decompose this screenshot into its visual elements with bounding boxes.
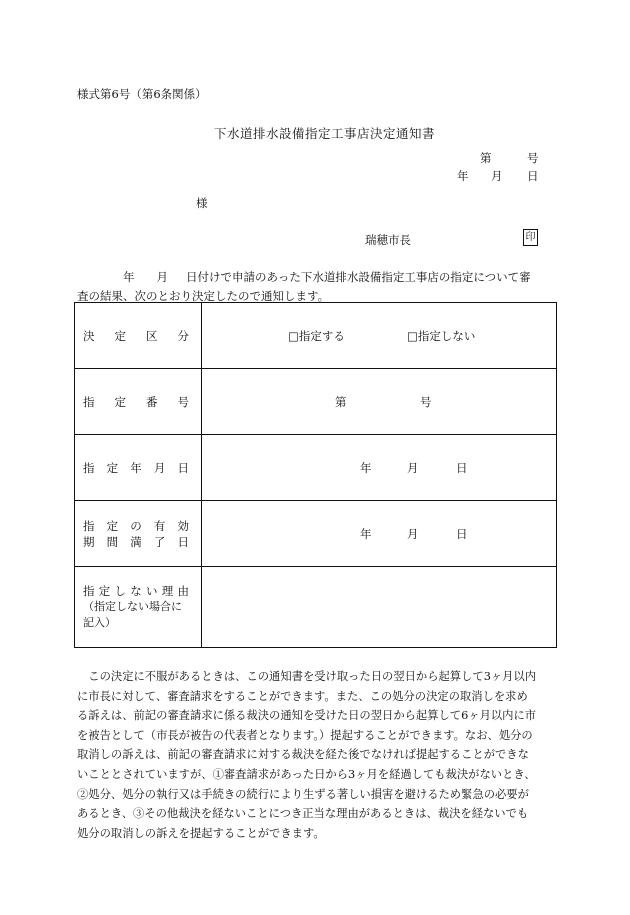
doc-number-prefix: 第 xyxy=(480,151,492,165)
validity-label-char: の xyxy=(130,518,142,533)
notice-line: 処分の取消しの訴えを提起することができます。 xyxy=(77,826,325,840)
issue-date-day: 日 xyxy=(527,169,539,183)
reason-label-line-3: 記入） xyxy=(83,616,116,629)
date-month: 月 xyxy=(407,460,419,475)
date-year: 年 xyxy=(360,460,372,475)
label-number xyxy=(75,369,202,435)
seal-box: 印 xyxy=(523,229,538,246)
number-label-char: 指 xyxy=(83,394,95,409)
label-decision xyxy=(75,303,202,369)
option-designate[interactable]: □指定する xyxy=(288,328,345,343)
validity-label-char: 日 xyxy=(177,534,189,549)
notice-line: ②処分、処分の執行又は手続きの続行により生ずる著しい損害を避けるため緊急の必要が xyxy=(77,787,529,801)
notice-line: 取消しの訴えは、前記の審査請求に対する裁決を経た後でなければ提起することができな xyxy=(77,748,529,762)
value-validity[interactable] xyxy=(202,501,557,567)
label-validity xyxy=(75,501,202,567)
value-decision xyxy=(202,303,557,369)
number-prefix: 第 xyxy=(335,394,347,409)
validity-label-char: 了 xyxy=(153,534,166,549)
number-label-char: 番 xyxy=(146,394,158,409)
reason-label-char: 定 xyxy=(98,584,111,598)
notice-line: を被告として（市長が被告の代表者となります。）提起することができます。なお、処分の xyxy=(77,728,533,742)
intro-month: 月 xyxy=(156,270,168,284)
decision-label-char: 分 xyxy=(177,328,189,343)
intro-paragraph xyxy=(77,268,557,306)
notice-line: いこととされていますが、①審査請求があった日から3ヶ月を経過しても裁決がないとき、 xyxy=(77,767,536,781)
validity-day: 日 xyxy=(456,526,468,541)
number-label-char: 号 xyxy=(177,394,189,409)
reason-label-line-2: （指定しない場合に xyxy=(83,600,182,613)
validity-label-char: 満 xyxy=(130,534,142,549)
validity-label-char: 有 xyxy=(153,518,166,533)
value-reason[interactable] xyxy=(202,567,557,648)
validity-month: 月 xyxy=(407,526,419,541)
validity-year: 年 xyxy=(360,526,372,541)
label-date xyxy=(75,435,202,501)
decision-label-char: 決 xyxy=(83,328,95,343)
validity-label-char: 間 xyxy=(106,534,119,549)
date-label-char: 年 xyxy=(130,460,142,475)
row-reason xyxy=(75,567,557,648)
issuer-name: 瑞穂市長 xyxy=(365,233,411,247)
intro-year: 年 xyxy=(123,270,135,284)
row-decision xyxy=(75,303,557,369)
date-label-char: 日 xyxy=(177,460,189,475)
value-date[interactable] xyxy=(202,435,557,501)
notice-line: この決定に不服があるときは、この通知書を受け取った日の翌日から起算して3ヶ月以内 xyxy=(77,670,537,683)
reason-label-char: 由 xyxy=(177,584,189,598)
reason-label-char: い xyxy=(146,584,158,598)
validity-label-char: 期 xyxy=(83,534,95,549)
form-code: 様式第6号（第6条関係） xyxy=(77,87,207,101)
document-title: 下水道排水設備指定工事店決定通知書 xyxy=(214,126,436,141)
decision-label-char: 定 xyxy=(114,328,126,343)
reason-label-char: 指 xyxy=(83,584,95,598)
issue-date-month: 月 xyxy=(491,169,503,183)
reason-label-char: 理 xyxy=(161,584,174,598)
issue-date-year: 年 xyxy=(457,169,469,183)
validity-label-char: 定 xyxy=(106,518,119,533)
notice-line: あるとき、③その他裁決を経ないことにつき正当な理由があるときは、裁決を経ないでも xyxy=(77,807,529,821)
decision-table xyxy=(74,302,557,648)
label-reason xyxy=(75,567,202,648)
date-label-char: 指 xyxy=(83,460,95,475)
number-label-char: 定 xyxy=(114,394,126,409)
decision-label-char: 区 xyxy=(146,328,158,343)
date-label-char: 定 xyxy=(106,460,119,475)
number-suffix: 号 xyxy=(420,394,432,409)
doc-number-suffix: 号 xyxy=(527,151,539,165)
appeal-notice xyxy=(77,667,559,843)
reason-label-char: な xyxy=(130,584,142,598)
date-day: 日 xyxy=(456,460,468,475)
intro-line-1-text: 日付けで申請のあった下水道排水設備指定工事店の指定について審 xyxy=(186,270,531,284)
validity-label-char: 指 xyxy=(83,518,95,533)
recipient-honorific: 様 xyxy=(196,196,208,210)
reason-label-char: し xyxy=(114,584,126,598)
row-validity xyxy=(75,501,557,567)
value-number[interactable] xyxy=(202,369,557,435)
intro-line-2: 査の結果、次のとおり決定したので通知します。 xyxy=(77,289,330,303)
date-label-char: 月 xyxy=(153,460,166,475)
row-date xyxy=(75,435,557,501)
notice-line: る訴えは、前記の審査請求に係る裁決の通知を受けた日の翌日から起算して6ヶ月以内に市 xyxy=(77,709,537,723)
validity-label-char: 効 xyxy=(177,518,189,533)
row-number xyxy=(75,369,557,435)
intro-line-1 xyxy=(77,268,557,287)
notice-line: に市長に対して、審査請求をすることができます。また、この処分の決定の取消しを求め xyxy=(77,689,528,703)
option-not-designate[interactable]: □指定しない xyxy=(407,328,476,343)
